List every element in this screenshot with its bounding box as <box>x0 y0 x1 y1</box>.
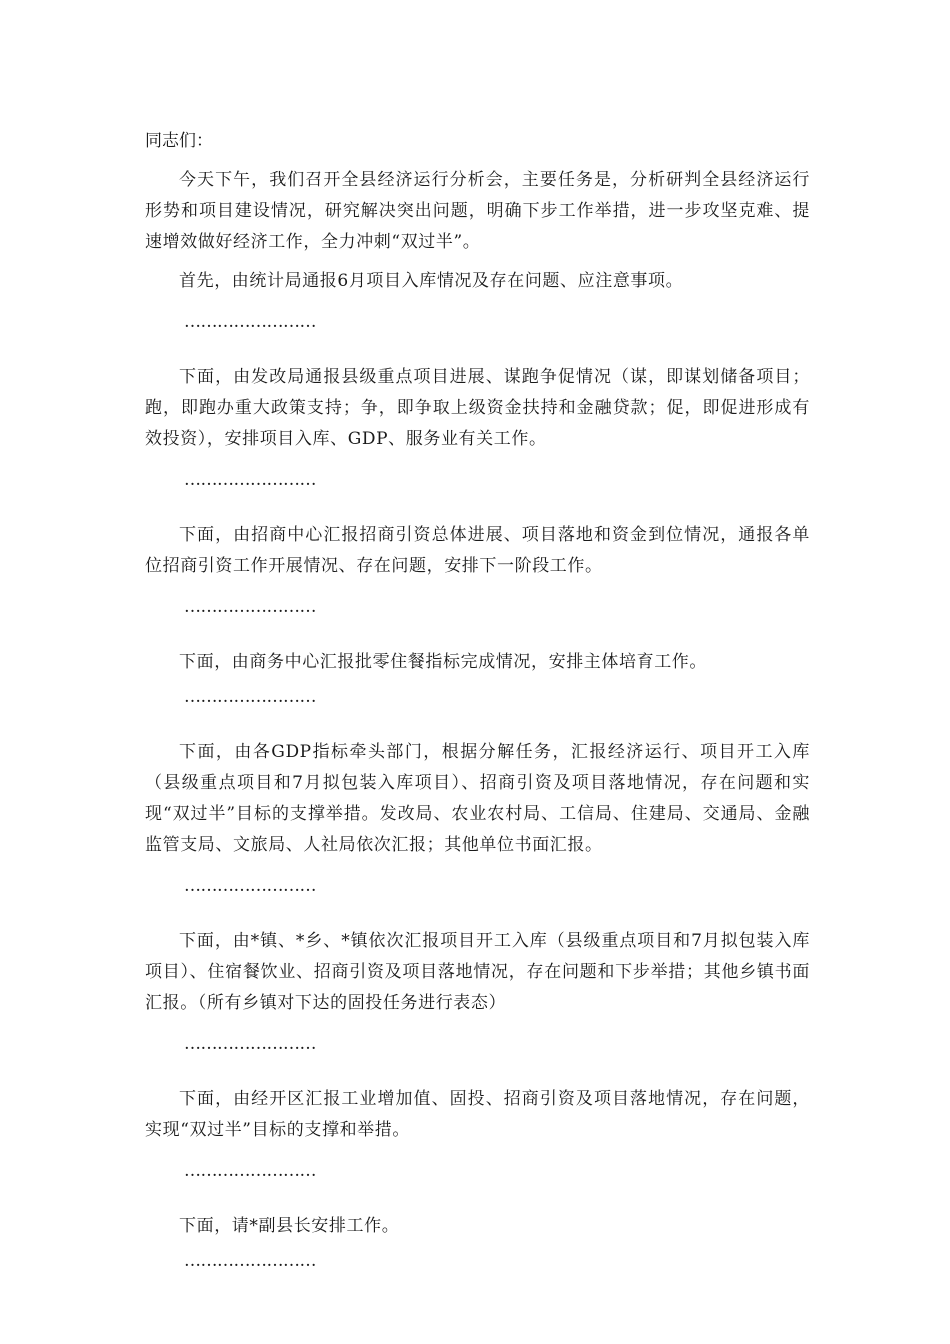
ellipsis-placeholder: …………………… <box>184 597 316 617</box>
paragraph-intro: 今天下午，我们召开全县经济运行分析会，主要任务是，分析研判全县经济运行形势和项目建设情况，研究解决突出问题，明确下步工作举措，进一步攻坚克难、提速增效做好经济工作，全力冲刺“双过半”。 <box>145 170 810 252</box>
ellipsis-placeholder: …………………… <box>184 1161 316 1181</box>
ellipsis-placeholder: …………………… <box>184 876 316 896</box>
paragraph-development-reform: 下面，由发改局通报县级重点项目进展、谋跑争促情况（谋，即谋划储备项目；跑，即跑办重大政策支持；争，即争取上级资金扶持和金融贷款；促，即促进形成有效投资），安排项目入库、GDP、服务业有关工作。 <box>145 367 810 449</box>
paragraph-gdp-departments: 下面，由各GDP指标牵头部门，根据分解任务，汇报经济运行、项目开工入库（县级重点项目和7月拟包装入库项目）、招商引资及项目落地情况，存在问题和实现“双过半”目标的支撑举措。发改局、农业农村局、工信局、住建局、交通局、金融监管支局、文旅局、人社局依次汇报；其他单位书面汇报。 <box>145 742 810 855</box>
paragraph-statistics: 首先，由统计局通报6月项目入库情况及存在问题、应注意事项。 <box>179 271 684 291</box>
ellipsis-placeholder: …………………… <box>184 470 316 490</box>
ellipsis-placeholder: …………………… <box>184 1034 316 1054</box>
paragraph-commerce: 下面，由商务中心汇报批零住餐指标完成情况，安排主体培育工作。 <box>179 652 707 672</box>
ellipsis-placeholder: …………………… <box>184 687 316 707</box>
ellipsis-placeholder: …………………… <box>184 1251 316 1271</box>
paragraph-deputy-county-head: 下面，请*副县长安排工作。 <box>179 1216 400 1236</box>
salutation: 同志们： <box>145 131 213 151</box>
ellipsis-placeholder: …………………… <box>184 312 316 332</box>
paragraph-economic-zone: 下面，由经开区汇报工业增加值、固投、招商引资及项目落地情况，存在问题，实现“双过半”目标的支撑和举措。 <box>145 1089 810 1140</box>
paragraph-towns: 下面，由*镇、*乡、*镇依次汇报项目开工入库（县级重点项目和7月拟包装入库项目）、住宿餐饮业、招商引资及项目落地情况，存在问题和下步举措；其他乡镇书面汇报。（所有乡镇对下达的固投任务进行表态） <box>145 931 810 1013</box>
document-page <box>145 126 810 1277</box>
paragraph-investment-promotion: 下面，由招商中心汇报招商引资总体进展、项目落地和资金到位情况，通报各单位招商引资工作开展情况、存在问题，安排下一阶段工作。 <box>145 525 810 576</box>
